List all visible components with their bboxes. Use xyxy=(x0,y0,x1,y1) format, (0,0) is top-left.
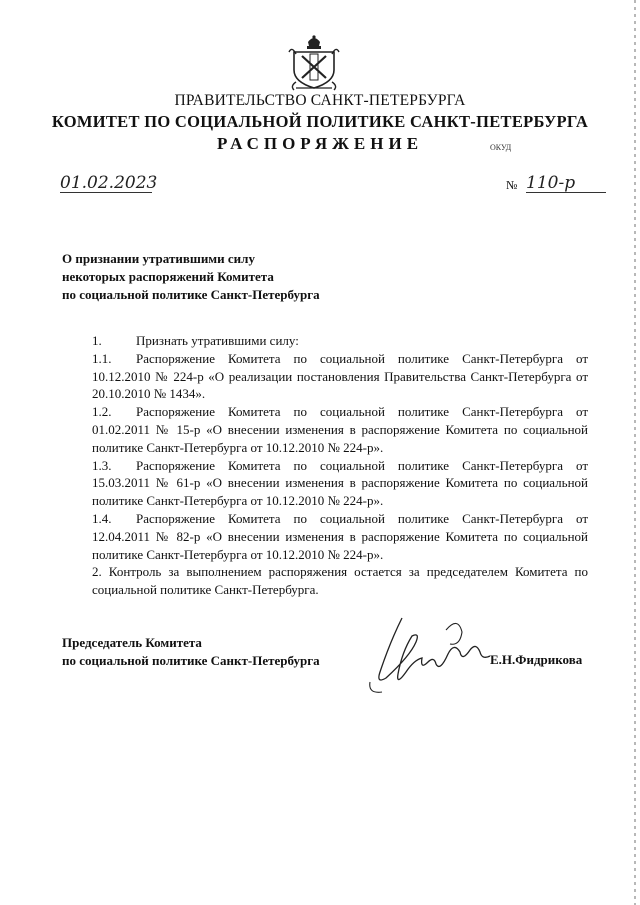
paragraph-number: 1.1. xyxy=(92,350,112,366)
paragraph-text: Признать утратившими силу: xyxy=(136,333,299,348)
signatory-title-line: по социальной политике Санкт-Петербурга xyxy=(62,653,320,668)
signatory-title xyxy=(62,634,320,670)
coat-of-arms-icon xyxy=(288,32,340,92)
paragraph-1 xyxy=(62,332,588,350)
paragraph-text: Распоряжение Комитета по социальной политике Санкт-Петербурга от 01.02.2011 № 15-р «О внесении изменения в распоряжение Комитета по социальной политике Санкт-Петербурга от 10.12.2010 № 224-р». xyxy=(92,404,588,455)
paragraph-1-3 xyxy=(62,457,588,510)
paragraph-1-4 xyxy=(62,510,588,563)
paragraph-1-1 xyxy=(62,350,588,403)
committee-name: КОМИТЕТ ПО СОЦИАЛЬНОЙ ПОЛИТИКЕ САНКТ-ПЕТЕРБУРГА xyxy=(51,112,589,131)
handwritten-signature xyxy=(350,612,500,702)
subject-line: по социальной политике Санкт-Петербурга xyxy=(62,287,320,302)
signatory-title-line: Председатель Комитета xyxy=(62,635,202,650)
paragraph-text: Распоряжение Комитета по социальной политике Санкт-Петербурга от 12.04.2011 № 82-р «О внесении изменения в распоряжение Комитета по социальной политике Санкт-Петербурга от 10.12.2010 № 224-р». xyxy=(92,510,588,562)
document-subject xyxy=(62,250,320,304)
subject-line: О признании утратившими силу xyxy=(62,251,255,266)
paragraph-number: 1.2. xyxy=(92,404,112,420)
document-type: РАСПОРЯЖЕНИЕ xyxy=(216,134,424,153)
document-date: 01.02.2023 xyxy=(60,173,158,193)
document-body xyxy=(62,332,588,599)
paragraph-2: 2. Контроль за выполнением распоряжения остается за председателем Комитета по социальной политике Санкт-Петербурга. xyxy=(92,564,588,598)
paragraph-text: Распоряжение Комитета по социальной политике Санкт-Петербурга от 15.03.2011 № 61-р «О внесении изменения в распоряжение Комитета по социальной политике Санкт-Петербурга от 10.12.2010 № 224-р». xyxy=(92,457,588,509)
document-number: 110-р xyxy=(526,174,606,193)
paragraph-1-2 xyxy=(62,403,588,456)
paragraph-text: Распоряжение Комитета по социальной политике Санкт-Петербурга от 10.12.2010 № 224-р «О реализации постановления Правительства Санкт-Петербурга от 20.10.2010 № 1434». xyxy=(92,350,588,402)
number-sign: № xyxy=(506,178,518,192)
subject-line: некоторых распоряжений Комитета xyxy=(62,269,274,284)
government-name: ПРАВИТЕЛЬСТВО САНКТ-ПЕТЕРБУРГА xyxy=(174,92,466,109)
paragraph-number: 1. xyxy=(92,333,102,348)
signatory-name: Е.Н.Фидрикова xyxy=(490,652,583,667)
paragraph-number: 1.3. xyxy=(92,457,112,473)
okud-label: ОКУД xyxy=(490,143,512,152)
paragraph-number: 1.4. xyxy=(92,510,112,526)
